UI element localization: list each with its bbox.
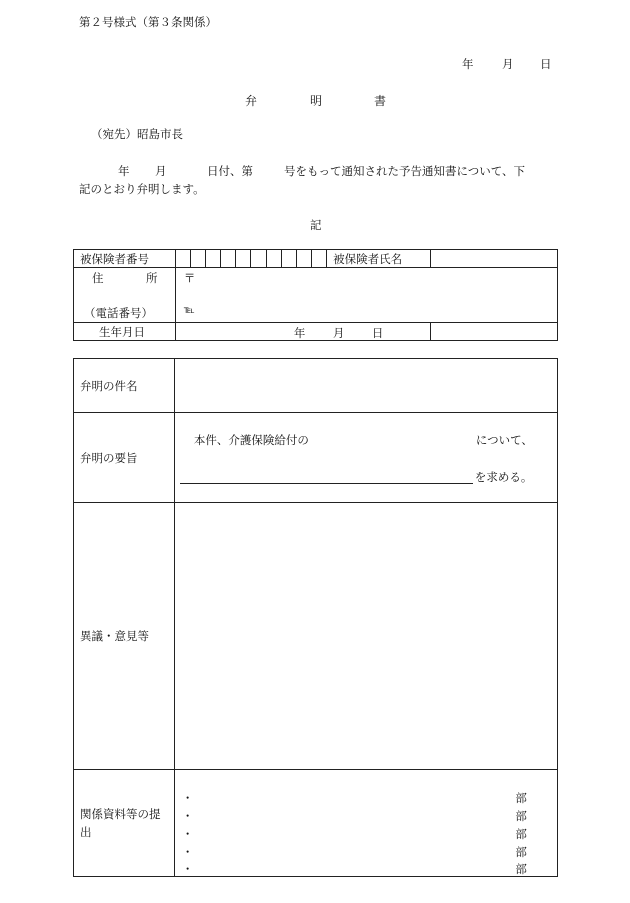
summary-text-3: を求める。 [474, 470, 533, 484]
insured-name-field[interactable] [430, 250, 557, 268]
materials-row[interactable] [182, 808, 527, 826]
materials-label-1: 関係資料等の提 [80, 807, 161, 821]
bullet: ・ [181, 862, 194, 876]
summary-field[interactable] [174, 413, 557, 503]
insured-number-box[interactable] [175, 250, 190, 268]
insured-number-box[interactable] [206, 250, 221, 268]
birth-day-label: 日 [371, 326, 384, 340]
bullet: ・ [181, 809, 194, 823]
materials-row[interactable] [182, 861, 527, 879]
main-table [73, 358, 558, 877]
insured-number-box[interactable] [251, 250, 266, 268]
insured-number-box[interactable] [266, 250, 281, 268]
address-label-1: 住 [92, 271, 104, 285]
insured-number-box[interactable] [296, 250, 311, 268]
materials-row[interactable] [182, 790, 527, 808]
objection-field[interactable] [174, 503, 557, 770]
ki-label: 記 [310, 218, 322, 232]
summary-underline [180, 483, 473, 484]
title-char-2: 明 [310, 94, 323, 108]
body-day-suffix: 日付、第 [207, 164, 253, 178]
unit-label: 部 [515, 809, 527, 823]
unit-label: 部 [515, 845, 527, 859]
unit-label: 部 [515, 791, 527, 805]
birthdate-label: 生年月日 [74, 323, 176, 341]
subject-field[interactable] [174, 359, 557, 413]
insured-number-box[interactable] [236, 250, 251, 268]
date-month-label: 月 [502, 57, 514, 71]
bullet: ・ [181, 827, 194, 841]
body-rest: 号をもって通知された予告通知書について、下 [284, 164, 526, 178]
form-number: 第２号様式（第３条関係） [79, 15, 217, 29]
materials-row[interactable] [182, 826, 527, 844]
summary-text-2: について、 [475, 433, 533, 447]
unit-label: 部 [515, 827, 527, 841]
materials-label-cell [74, 770, 175, 877]
info-table [73, 249, 558, 341]
insured-number-box[interactable] [311, 250, 326, 268]
birthdate-field[interactable] [175, 323, 430, 341]
insured-name-label: 被保険者氏名 [327, 250, 431, 268]
body-year: 年 [118, 164, 130, 178]
birth-year-label: 年 [293, 326, 306, 340]
materials-field[interactable] [174, 770, 557, 877]
insured-number-label: 被保険者番号 [74, 250, 176, 268]
title-char-1: 弁 [245, 94, 258, 108]
insured-number-box[interactable] [281, 250, 296, 268]
postal-mark: 〒 [183, 271, 196, 285]
body-line-2: 記のとおり弁明します。 [79, 182, 205, 196]
materials-label-2: 出 [80, 825, 92, 839]
title-char-3: 書 [374, 94, 387, 108]
insured-number-box[interactable] [190, 250, 205, 268]
summary-label: 弁明の要旨 [74, 413, 175, 503]
address-label-2: 所 [146, 271, 158, 285]
bullet: ・ [181, 791, 194, 805]
unit-label: 部 [515, 862, 527, 876]
address-field[interactable] [175, 268, 557, 323]
materials-row[interactable] [182, 844, 527, 862]
insured-number-box[interactable] [221, 250, 236, 268]
bullet: ・ [181, 845, 194, 859]
tel-mark: ℡ [183, 305, 195, 316]
date-year-label: 年 [462, 57, 474, 71]
date-day-label: 日 [540, 57, 552, 71]
objection-label: 異議・意見等 [74, 503, 175, 770]
address-label-cell [74, 268, 176, 323]
body-month: 月 [155, 164, 167, 178]
addressee: （宛先）昭島市長 [91, 127, 183, 141]
summary-text-1: 本件、介護保険給付の [193, 433, 309, 447]
subject-label: 弁明の件名 [74, 359, 175, 413]
phone-label: （電話番号） [84, 306, 153, 320]
birthdate-extra-field[interactable] [430, 323, 557, 341]
birth-month-label: 月 [332, 326, 345, 340]
